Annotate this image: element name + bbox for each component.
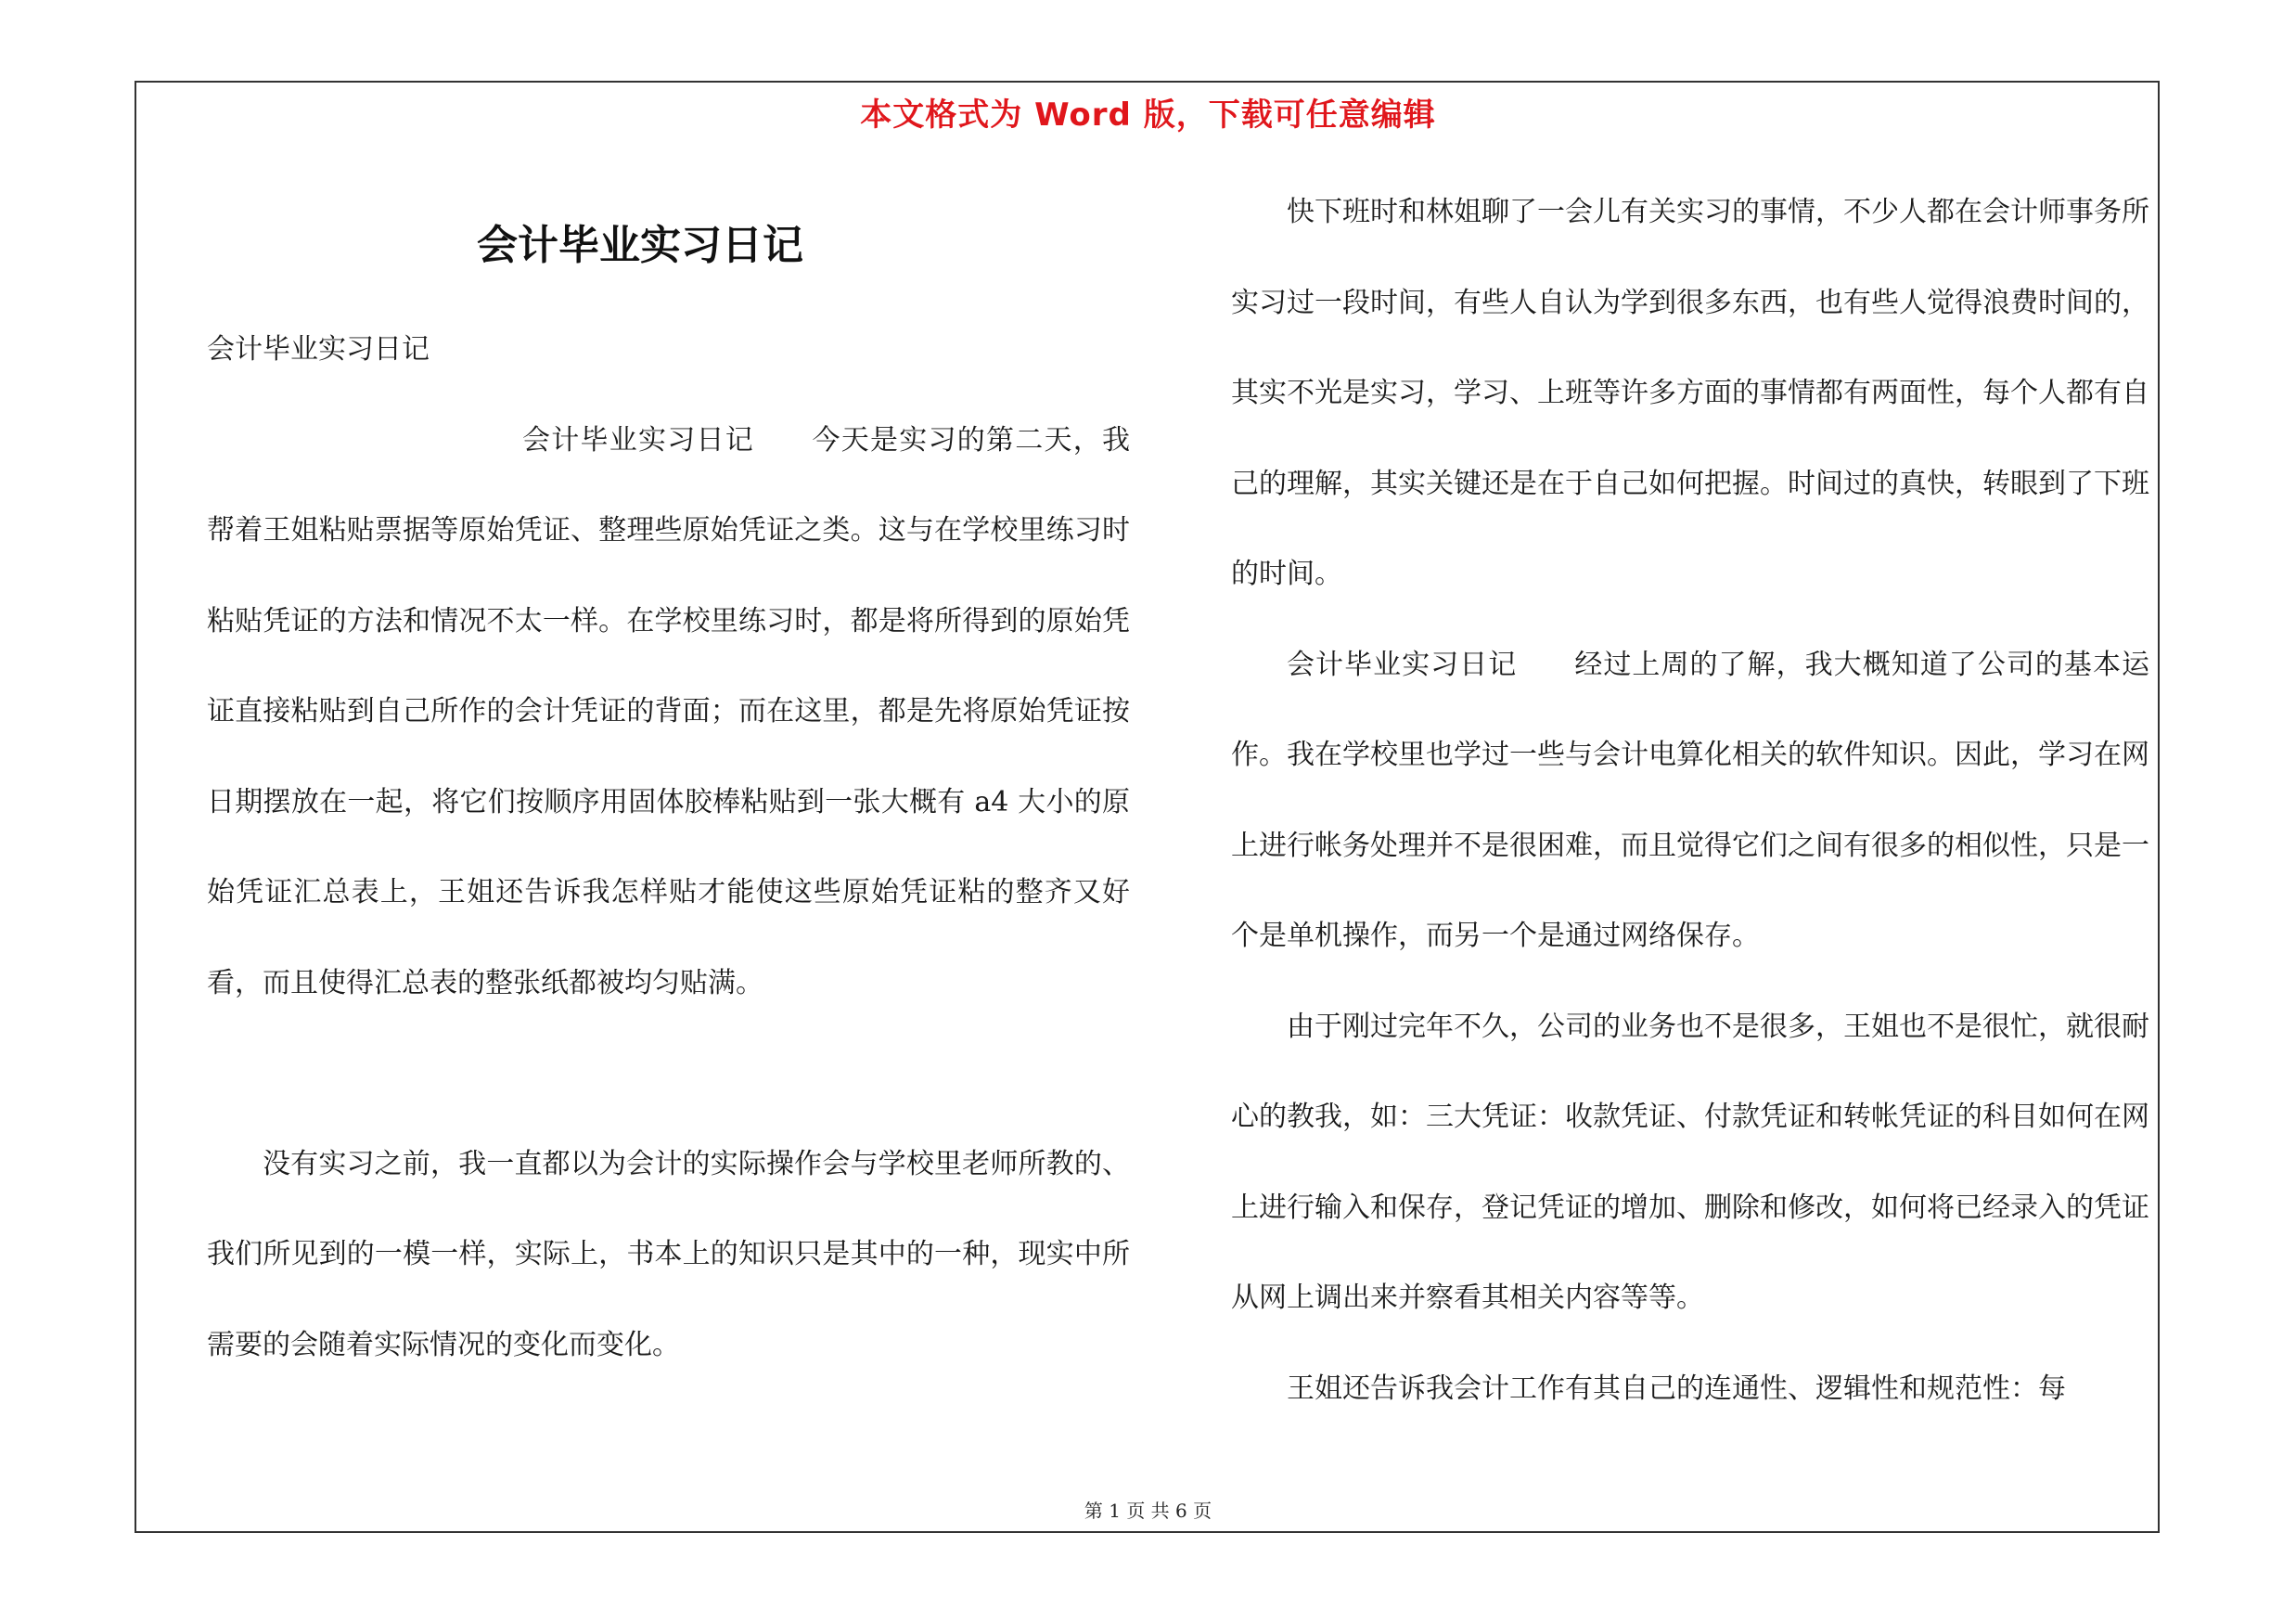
- right-paragraph-1: 快下班时和林姐聊了一会儿有关实习的事情，不少人都在会计师事务所实习过一段时间，有些人自认为学到很多东西，也有些人觉得浪费时间的，其实不光是实习，学习、上班等许多方面的事情都有两面性，每个人都有自己的理解，其实关键还是在于自己如何把握。时间过的真快，转眼到了下班的时间。: [1231, 196, 2149, 590]
- left-paragraph-1: 会计毕业实习日记: [207, 333, 430, 366]
- right-paragraph-3: 由于刚过完年不久，公司的业务也不是很多，王姐也不是很忙，就很耐心的教我，如：三大凭证：收款凭证、付款凭证和转帐凭证的科目如何在网上进行输入和保存，登记凭证的增加、删除和修改，如何将已经录入的凭证从网上调出来并察看其相关内容等等。: [1231, 1010, 2149, 1314]
- right-paragraph-2: 会计毕业实习日记 经过上周的了解，我大概知道了公司的基本运作。我在学校里也学过一些与会计电算化相关的软件知识。因此，学习在网上进行帐务处理并不是很困难，而且觉得它们之间有很多的相似性，只是一个是单机操作，而另一个是通过网络保存。: [1231, 648, 2149, 952]
- left-column: [207, 304, 1130, 1390]
- right-column: [1231, 167, 2149, 1434]
- document-title: 会计毕业实习日记: [477, 222, 803, 269]
- format-banner: 本文格式为 Word 版，下载可任意编辑: [860, 97, 1436, 134]
- left-paragraph-2: 会计毕业实习日记 今天是实习的第二天，我帮着王姐粘贴票据等原始凭证、整理些原始凭证之类。这与在学校里练习时粘贴凭证的方法和情况不太一样。在学校里练习时，都是将所得到的原始凭证直接粘贴到自己所作的会计凭证的背面；而在这里，都是先将原始凭证按日期摆放在一起，将它们按顺序用固体胶棒粘贴到一张大概有 a4 大小的原始凭证汇总表上，王姐还告诉我怎样贴才能使这些原始凭证粘的整齐又好看，而且使得汇总表的整张纸都被均匀贴满。: [207, 423, 1130, 999]
- left-paragraph-3: 没有实习之前，我一直都以为会计的实际操作会与学校里老师所教的、我们所见到的一模一样，实际上，书本上的知识只是其中的一种，现实中所需要的会随着实际情况的变化而变化。: [207, 1147, 1130, 1361]
- right-paragraph-4: 王姐还告诉我会计工作有其自己的连通性、逻辑性和规范性：每: [1287, 1372, 2066, 1405]
- page-number-footer: 第 1 页 共 6 页: [1084, 1500, 1212, 1522]
